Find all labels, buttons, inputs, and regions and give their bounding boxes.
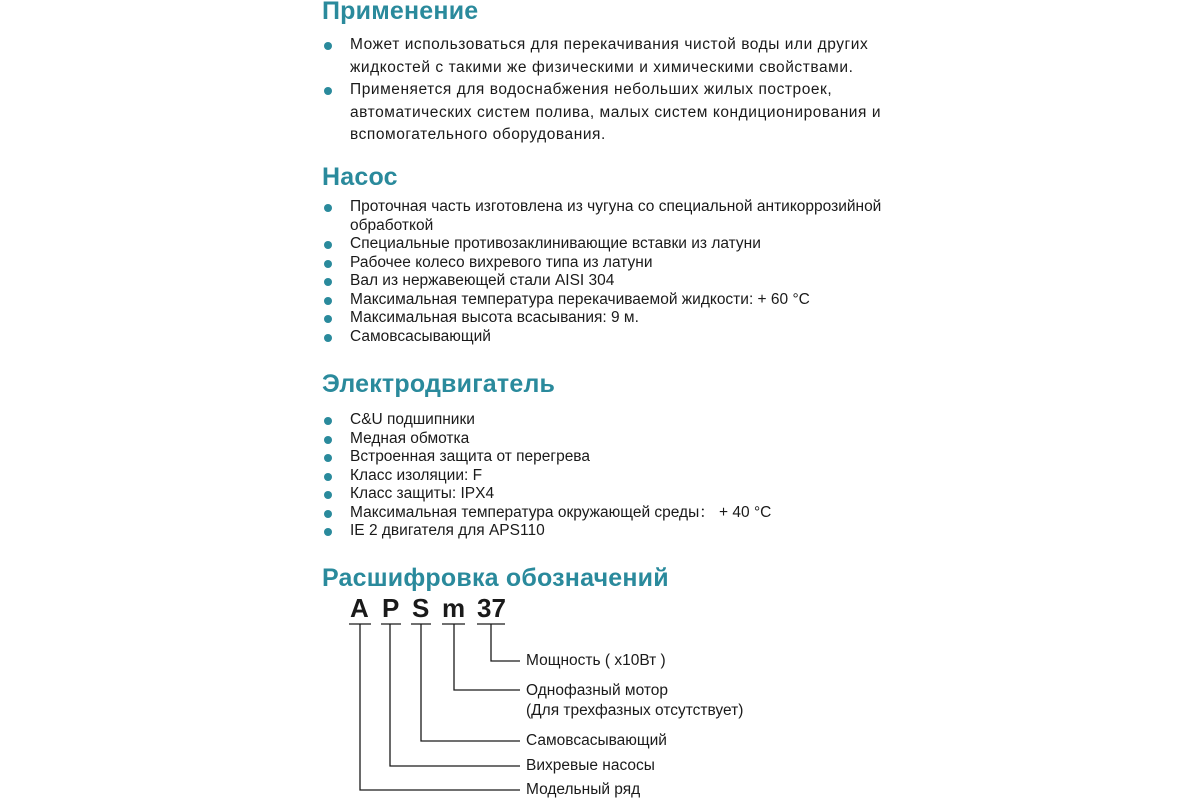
list-item-text: Применяется для водоснабжения небольших жилых построек, автоматических систем полива, малых систем кондиционирования и вспомогательного оборудования.: [350, 81, 882, 143]
code-letter-p: P: [382, 593, 400, 623]
code-letter-a: A: [350, 593, 369, 623]
list-item-text: Класс защиты: IPX4: [350, 485, 495, 502]
connector-vortex: [390, 624, 520, 766]
list-item-text: Максимальная температура окружающей среды： + 40 °C: [350, 503, 772, 521]
list-item-text: Вал из нержавеющей стали AISI 304: [350, 272, 615, 289]
list-item-text: IE 2 двигателя для APS110: [350, 522, 545, 539]
code-letter-m: m: [442, 593, 466, 623]
list-item-text: Рабочее колесо вихревого типа из латуни: [350, 253, 653, 271]
list-item-text: Медная обмотка: [350, 429, 470, 447]
label-series: Модельный ряд: [526, 781, 641, 798]
decoding-heading: Расшифровка обозначений: [322, 564, 669, 592]
code-number-37: 37: [477, 593, 506, 623]
pump-heading: Насос: [322, 163, 398, 191]
application-heading: Применение: [322, 0, 479, 25]
list-item-text: Может использоваться для перекачивания чистой воды или других жидкостей с такими же физическими и химическими свойствами.: [350, 36, 869, 76]
list-item-text: Специальные противозаклинивающие вставки из латуни: [350, 235, 761, 252]
list-item-text: C&U подшипники: [350, 411, 475, 428]
label-self-priming: Самовсасывающий: [526, 732, 667, 749]
label-single-phase-note: (Для трехфазных отсутствует): [526, 702, 744, 719]
connector-series: [360, 624, 520, 790]
list-item-text: Максимальная высота всасывания: 9 м.: [350, 309, 639, 326]
label-power: Мощность ( х10Вт ): [526, 652, 666, 669]
code-letter-s: S: [412, 593, 430, 623]
list-item-text: Класс изоляции: F: [350, 466, 483, 484]
label-single-phase: Однофазный мотор: [526, 682, 669, 699]
list-item-text: Встроенная защита от перегрева: [350, 448, 590, 465]
list-item-text: Самовсасывающий: [350, 327, 491, 345]
list-item-text: Максимальная температура перекачиваемой жидкости: + 60 °C: [350, 290, 810, 308]
connector-power: [491, 624, 520, 661]
list-item-text: Проточная часть изготовлена из чугуна со специальной антикоррозийной обработкой: [350, 198, 882, 234]
connector-self-priming: [421, 624, 520, 741]
motor-heading: Электродвигатель: [322, 370, 556, 398]
connector-single-phase: [454, 624, 520, 690]
label-vortex: Вихревые насосы: [526, 757, 655, 774]
